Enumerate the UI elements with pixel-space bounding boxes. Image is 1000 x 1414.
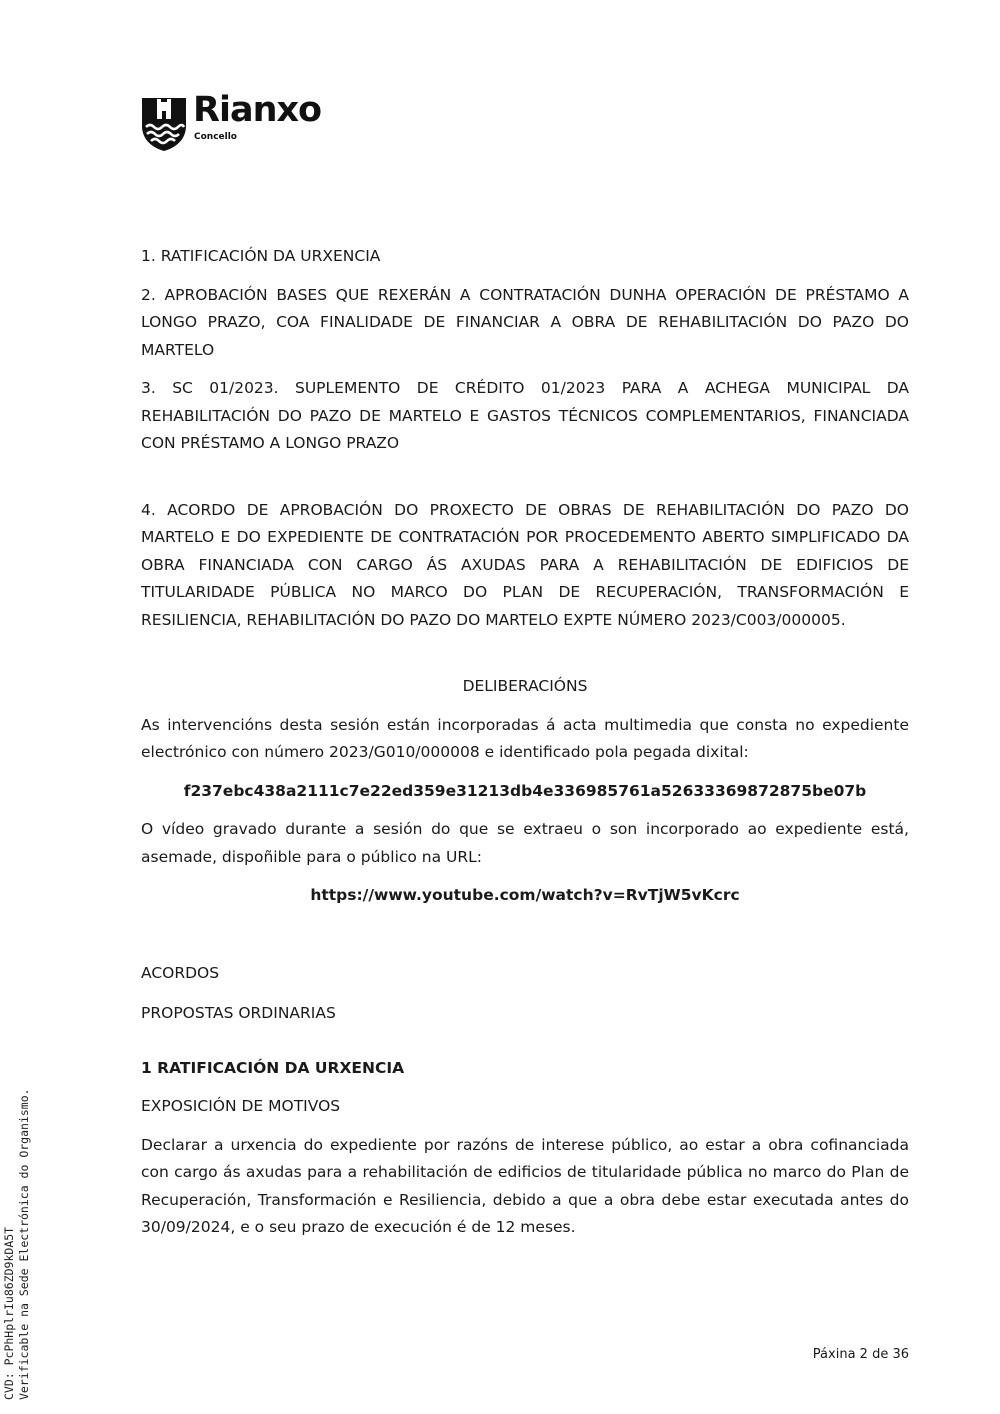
verification-sidebar <box>2 1088 32 1400</box>
agenda-item-1: 1. RATIFICACIÓN DA URXENCIA <box>141 247 381 265</box>
digital-fingerprint-hash: f237ebc438a2111c7e22ed359e31213db4e336985761a52633369872875be07b <box>183 781 867 800</box>
motives-body: Declarar a urxencia do expediente por razóns de interese público, ao estar a obra cofinanciada con cargo ás axudas para a rehabilitación de edificios de titularidade pública no marco do Plan de Recuperación, Transformación e Resiliencia, debido a que a obra debe estar executada antes do 30/09/2024, e o seu prazo de execución é de 12 meses. <box>141 1135 909 1236</box>
verification-note: Verificable na Sede Electrónica do Organismo. <box>17 1088 31 1400</box>
cvd-code: CVD: PcPhHplrIu86ZD9kDA5T <box>2 1226 16 1400</box>
propostas-subheading: PROPOSTAS ORDINARIAS <box>141 1004 336 1022</box>
rianxo-logo <box>141 90 351 152</box>
castle-crest-icon <box>141 96 187 152</box>
page-number: Páxina 2 de 36 <box>812 1347 909 1362</box>
deliberations-intro: As intervencións desta sesión están incorporadas á acta multimedia que consta no expediente electrónico con número 2023/G010/000008 e identificado pola pegada dixital: <box>141 715 909 761</box>
acordos-heading: ACORDOS <box>141 963 220 982</box>
document-body <box>141 243 909 1242</box>
logo-wordmark: Rianxo <box>193 90 322 130</box>
item-title: 1 RATIFICACIÓN DA URXENCIA <box>141 1058 405 1077</box>
section-label: EXPOSICIÓN DE MOTIVOS <box>141 1097 341 1115</box>
agenda-item-2: 2. APROBACIÓN BASES QUE REXERÁN A CONTRATACIÓN DUNHA OPERACIÓN DE PRÉSTAMO A LONGO PRAZO, COA FINALIDADE DE FINANCIAR A OBRA DE REHABILITACIÓN DO PAZO DO MARTELO <box>141 285 909 359</box>
agenda-item-4: 4. ACORDO DE APROBACIÓN DO PROXECTO DE OBRAS DE REHABILITACIÓN DO PAZO DO MARTELO E DO EXPEDIENTE DE CONTRATACIÓN POR PROCEDEMENTO ABERTO SIMPLIFICADO DA OBRA FINANCIADA CON CARGO ÁS AXUDAS PARA A REHABILITACIÓN DE EDIFICIOS DE TITULARIDADE PÚBLICA NO MARCO DO PLAN DE RECUPERACIÓN, TRANSFORMACIÓN E RESILIENCIA, REHABILITACIÓN DO PAZO DO MARTELO EXPTE NÚMERO 2023/C003/000005. <box>141 500 909 629</box>
deliberations-heading: DELIBERACIÓNS <box>462 677 588 695</box>
logo-subtitle: Concello <box>194 132 237 142</box>
video-availability-text: O vídeo gravado durante a sesión do que se extraeu o son incorporado ao expediente está, asemade, dispoñible para o público na URL: <box>141 820 909 866</box>
video-url[interactable]: https://www.youtube.com/watch?v=RvTjW5vKcrc <box>310 886 740 904</box>
agenda-item-3: 3. SC 01/2023. SUPLEMENTO DE CRÉDITO 01/2023 PARA A ACHEGA MUNICIPAL DA REHABILITACIÓN DO PAZO DE MARTELO E GASTOS TÉCNICOS COMPLEMENTARIOS, FINANCIADA CON PRÉSTAMO A LONGO PRAZO <box>141 379 909 452</box>
